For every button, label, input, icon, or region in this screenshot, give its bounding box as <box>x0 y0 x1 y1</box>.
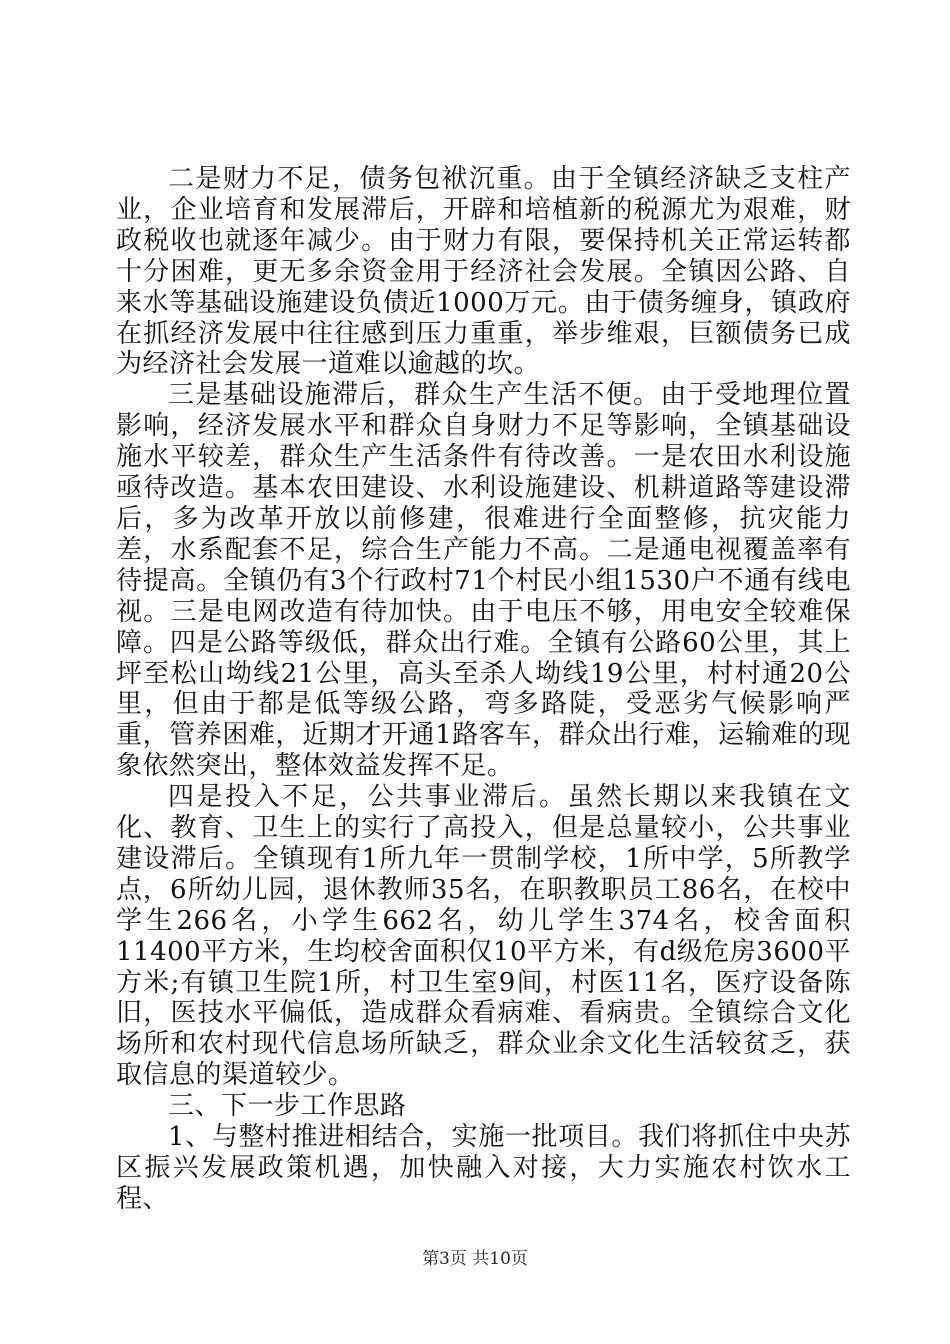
document-body <box>116 164 851 1215</box>
section-heading-next-steps: 三、下一步工作思路 <box>168 1091 407 1122</box>
paragraph-financial-shortage: 二是财力不足，债务包袱沉重。由于全镇经济缺乏支柱产业，企业培育和发展滞后，开辟和培植新的税源尤为艰难，财政税收也就逐年减少。由于财力有限，要保持机关正常运转都十分困难，更无多余资金用于经济社会发展。全镇因公路、自来水等基础设施建设负债近1000万元。由于债务缠身，镇政府在抓经济发展中往往感到压力重重，举步维艰，巨额债务已成为经济社会发展一道难以逾越的坎。 <box>116 164 851 380</box>
paragraph-public-services: 四是投入不足，公共事业滞后。虽然长期以来我镇在文化、教育、卫生上的实行了高投入，但是总量较小，公共事业建设滞后。全镇现有1所九年一贯制学校，1所中学，5所教学点，6所幼儿园，退休教师35名，在职教职员工86名，在校中学生266名，小学生662名，幼儿学生374名，校舍面积11400平方米，生均校舍面积仅10平方米，有d级危房3600平方米;有镇卫生院1所，村卫生室9间，村医11名，医疗设备陈旧，医技水平偏低，造成群众看病难、看病贵。全镇综合文化场所和农村现代信息场所缺乏，群众业余文化生活较贫乏，获取信息的渠道较少。 <box>116 782 851 1091</box>
paragraph-infrastructure: 三是基础设施滞后，群众生产生活不便。由于受地理位置影响，经济发展水平和群众自身财力不足等影响，全镇基础设施水平较差，群众生产生活条件有待改善。一是农田水利设施亟待改造。基本农田建设、水利设施建设、机耕道路等建设滞后，多为改革开放以前修建，很难进行全面整修，抗灾能力差，水系配套不足，综合生产能力不高。二是通电视覆盖率有待提高。全镇仍有3个行政村71个村民小组1530户不通有线电视。三是电网改造有待加快。由于电压不够，用电安全较难保障。四是公路等级低，群众出行难。全镇有公路60公里，其上坪至松山坳线21公里，高头至杀人坳线19公里，村村通20公里，但由于都是低等级公路，弯多路陡，受恶劣气候影响严重，管养困难，近期才开通1路客车，群众出行难，运输难的现象依然突出，整体效益发挥不足。 <box>116 380 851 782</box>
page-footer: 第3页 共10页 <box>422 1249 528 1269</box>
paragraph-next-step-1: 1、与整村推进相结合，实施一批项目。我们将抓住中央苏区振兴发展政策机遇，加快融入对接，大力实施农村饮水工程、 <box>116 1122 851 1214</box>
